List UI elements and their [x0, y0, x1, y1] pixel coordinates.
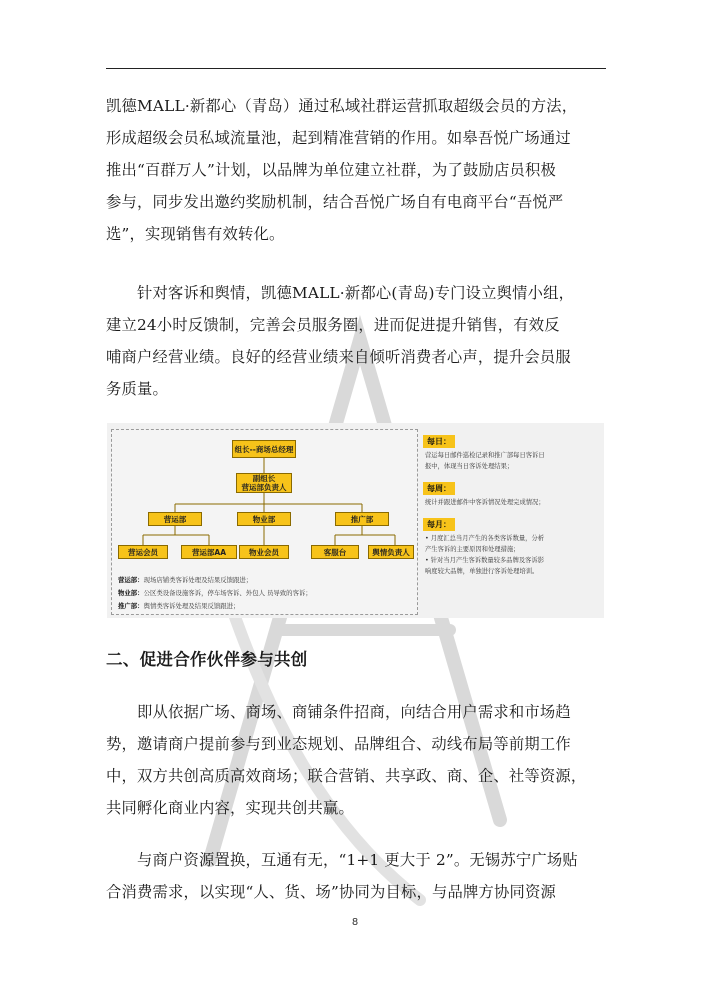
org-box-property-dept: 物业部: [237, 512, 291, 526]
note-label: 推广部：: [118, 602, 144, 610]
monthly-line: 响度较大品牌，单独进行客诉处理培训。: [425, 568, 539, 575]
text-line: 与商户资源置换，互通有无，“1+1 更大于 2”。无锡苏宁广场贴: [106, 851, 578, 869]
text-line: 选”，实现销售有效转化。: [106, 225, 285, 243]
text-line: 势，邀请商户提前参与到业态规划、品牌组合、动线布局等前期工作: [106, 735, 571, 753]
note-text: 现场店铺类客诉处理及结果反馈跟进；: [143, 576, 253, 584]
org-box-promotion-dept: 推广部: [335, 512, 389, 526]
org-box-service-desk: 客服台: [311, 545, 359, 559]
note-line: [118, 600, 413, 613]
text-line: 务质量。: [106, 380, 168, 398]
monthly-line: 产生客诉的主要原因和处理措施；: [425, 546, 520, 553]
org-box-operations-dept: 营运部: [148, 512, 202, 526]
weekly-label: 每周：: [423, 482, 455, 495]
note-text: 舆情类客诉处理及结果反馈跟进；: [143, 602, 240, 610]
text-line: 中，双方共创高质高效商场；联合营销、共享政、商、企、社等资源，: [106, 767, 587, 785]
text-line: 针对客诉和舆情，凯德MALL·新都心(青岛)专门设立舆情小组，: [106, 284, 575, 302]
text-line: 建立24小时反馈制，完善会员服务圈，进而促进提升销售，有效反: [106, 316, 560, 334]
org-chart-figure: [107, 423, 604, 618]
text-line: 参与，同步发出邀约奖励机制，结合吾悦广场自有电商平台“吾悦严: [106, 193, 564, 211]
daily-line: 报中，体现当日客诉处理结果；: [425, 463, 514, 470]
org-box-deputy-title: 副组长: [252, 474, 276, 483]
daily-line: 营运每日邮件巡检记录和推广部每日客诉日: [425, 452, 545, 459]
monthly-label: 每月：: [423, 518, 455, 531]
text-line: 哺商户经营业绩。良好的经营业绩来自倾听消费者心声，提升会员服: [106, 348, 571, 366]
text-line: 形成超级会员私域流量池，起到精准营销的作用。如皋吾悦广场通过: [106, 129, 571, 147]
org-box-group-leader: 组长--商场总经理: [232, 440, 296, 458]
org-box-deputy-role: 营运部负责人: [241, 483, 287, 492]
org-box-ops-member: 营运会员: [118, 545, 168, 559]
reporting-schedule: [423, 429, 599, 581]
monthly-text: [425, 533, 599, 577]
monthly-line: • 月度汇总当月产生的各类客诉数量，分析: [425, 535, 545, 542]
weekly-text: [425, 497, 599, 508]
page-number: 8: [351, 917, 359, 928]
paragraph-private-community: [106, 90, 606, 250]
text-line: 共同孵化商业内容，实现共创共赢。: [106, 799, 354, 817]
org-chart: [111, 429, 418, 615]
section-heading: 二、促进合作伙伴参与共创: [106, 650, 308, 669]
daily-text: [425, 450, 599, 472]
text-line: 即从依据广场、商场、商铺条件招商，向结合用户需求和市场趋: [106, 703, 571, 721]
org-box-property-member: 物业会员: [239, 545, 289, 559]
note-label: 物业部：: [118, 589, 144, 597]
text-line: 推出“百群万人”计划，以品牌为单位建立社群，为了鼓励店员积极: [106, 161, 556, 179]
note-text: 公区类设备设施客诉，停车场客诉、外包人 员导致的客诉；: [143, 589, 312, 597]
org-box-deputy-leader: [236, 473, 292, 493]
note-label: 营运部：: [118, 576, 144, 584]
paragraph-co-creation: [106, 696, 606, 824]
note-line: [118, 574, 413, 587]
paragraph-resource-exchange: [106, 844, 606, 908]
paragraph-complaint-handling: [106, 277, 606, 405]
note-line: [118, 587, 413, 600]
daily-label: 每日：: [423, 435, 455, 448]
text-line: 凯德MALL·新都心（青岛）通过私域社群运营抓取超级会员的方法，: [106, 97, 578, 115]
dept-responsibility-notes: [118, 574, 413, 613]
header-rule: [106, 68, 606, 69]
org-box-pr-lead: 舆情负责人: [368, 545, 414, 559]
org-box-ops-aa: 营运部AA: [181, 545, 237, 559]
weekly-line: 统计并跟进邮件中客诉情况处理完成情况；: [425, 499, 545, 506]
text-line: 合消费需求，以实现“人、货、场”协同为目标，与品牌方协同资源: [106, 883, 556, 901]
monthly-line: • 针对当月产生客诉数量较多品牌及客诉影: [425, 557, 545, 564]
